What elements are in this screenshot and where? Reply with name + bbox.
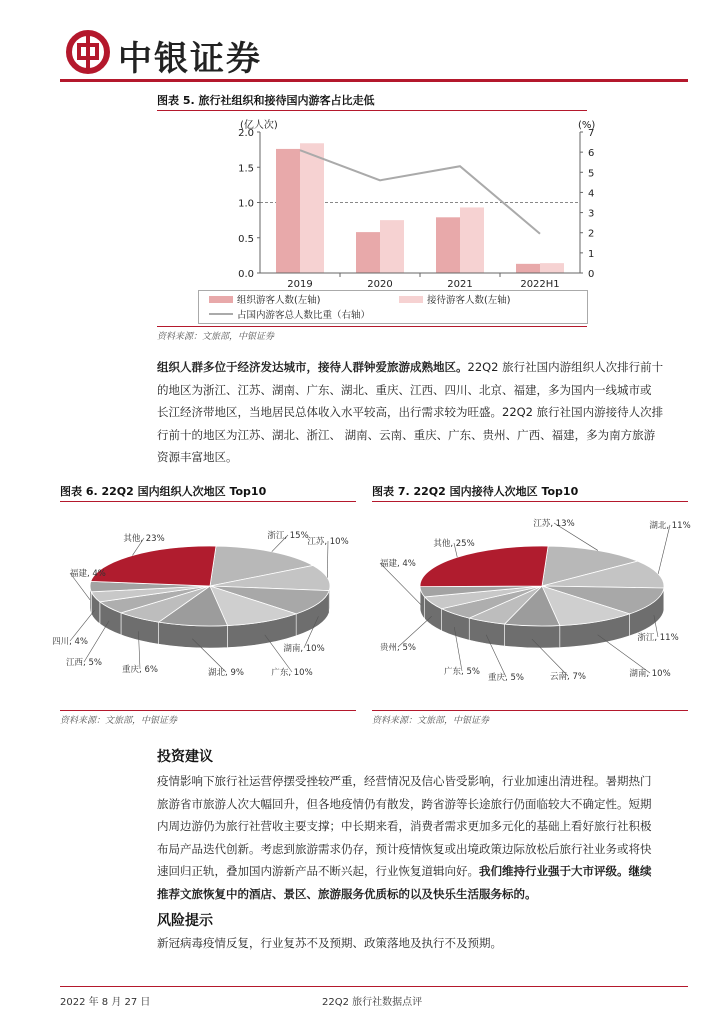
pie-slice-label: 湖北, 11% <box>649 521 691 531</box>
para1-line-5: 资源丰富地区。 <box>157 450 238 464</box>
invest-line-2: 旅游省市旅游人次大幅回升，但各地疫情仍有散发，跨省游等长途旅行仍面临较大不确定性。短期 <box>157 796 652 811</box>
pie-leader-line <box>658 525 670 574</box>
pie-slice-label: 江西, 5% <box>66 658 102 668</box>
pie-slice-label: 重庆, 6% <box>122 665 158 675</box>
para1-lead: 组织人群多位于经济发达城市，接待人群钟爱旅游成熟地区。 <box>157 360 468 374</box>
y2-tick-label: 6 <box>588 148 595 160</box>
footer-rule <box>60 986 688 987</box>
invest-line-3: 内周边游仍为旅行社营收主要支撑；中长期来看，消费者需求更加多元化的基础上看好旅行社积极 <box>157 819 652 833</box>
y2-tick-label: 4 <box>588 188 595 200</box>
pie-slice-label: 浙江, 11% <box>637 633 679 643</box>
bar-received <box>300 143 324 273</box>
fig7-title-rule <box>372 501 688 502</box>
bar-organized <box>276 149 300 273</box>
para1-line-3: 长江经济带地区，当地居民总体收入水平较高，出行需求较为旺盛。22Q2 旅行社国内游接待人次排 <box>157 405 664 419</box>
x-tick-label: 2021 <box>447 279 473 290</box>
risk-text: 新冠病毒疫情反复，行业复苏不及预期、政策落地及执行不及预期。 <box>157 936 502 950</box>
fig5-legend <box>198 290 588 324</box>
pie-slice-label: 其他, 23% <box>123 534 165 544</box>
x-tick-label: 2022H1 <box>520 279 560 290</box>
pie-slice-label: 湖北, 9% <box>208 668 244 678</box>
fig5-source: 资料来源：文旅部，中银证券 <box>157 332 275 342</box>
y2-tick-label: 2 <box>588 228 595 240</box>
legend-label-organized: 组织游客人数(左轴) <box>237 295 321 306</box>
pie-slice-side <box>505 624 560 648</box>
invest-recommendation: 推荐文旅恢复中的酒店、景区、旅游服务优质标的以及快乐生活服务标的。 <box>157 886 537 901</box>
pie-slice <box>420 546 548 587</box>
fig7-source-rule <box>372 710 688 711</box>
footer-date: 2022 年 8 月 27 日 <box>60 997 151 1008</box>
y2-tick-label: 0 <box>588 269 595 280</box>
legend-label-received: 接待游客人数(左轴) <box>427 295 511 306</box>
pie-slice-label: 湖南, 10% <box>629 669 671 679</box>
fig5-chart <box>200 114 600 294</box>
invest-line-5 <box>157 860 682 883</box>
pie-slice-label: 广东, 10% <box>271 668 313 678</box>
fig6-source-rule <box>60 710 356 711</box>
footer-title: 22Q2 旅行社数据点评 <box>322 997 423 1008</box>
y-tick-label: 0.5 <box>238 233 254 245</box>
pie-slice-label: 重庆, 5% <box>488 673 524 683</box>
y2-tick-label: 5 <box>588 168 595 180</box>
pie-slice <box>91 546 216 586</box>
invest-line-5-text: 速回归正轨，叠加国内游新产品不断兴起，行业恢复道辑向好。 <box>157 864 479 878</box>
bar-organized <box>436 217 460 273</box>
y-tick-label: 0.0 <box>238 269 254 280</box>
y-tick-label: 1.5 <box>238 163 254 175</box>
y-tick-label: 2.0 <box>238 128 254 139</box>
bar-organized <box>356 232 380 273</box>
fig6-source: 资料来源：文旅部，中银证券 <box>60 716 178 726</box>
share-line <box>300 150 540 234</box>
brand-name: 中银证券 <box>118 39 262 79</box>
fig7-pie-chart <box>372 504 691 708</box>
legend-label-share: 占国内游客总人数比重（右轴） <box>237 310 371 321</box>
bar-organized <box>516 264 540 273</box>
analysis-paragraph <box>157 356 682 469</box>
pie-slice-label: 福建, 4% <box>380 559 416 569</box>
y2-tick-label: 3 <box>588 208 595 220</box>
fig5-source-rule <box>157 326 587 327</box>
pie-slice-label: 福建, 4% <box>70 569 106 579</box>
fig6-title-rule <box>60 501 356 502</box>
y2-tick-label: 7 <box>588 128 595 139</box>
right-axis-unit: (%) <box>578 120 596 131</box>
bank-of-china-logo-icon <box>66 30 110 74</box>
fig5-title-rule <box>157 110 587 111</box>
pie-leader-line <box>380 563 421 605</box>
bar-received <box>460 207 484 273</box>
invest-rating: 我们维持行业强于大市评级。继续 <box>479 864 652 878</box>
fig6-pie-chart <box>52 504 356 708</box>
fig5-title: 图表 5. 旅行社组织和接待国内游客占比走低 <box>157 94 375 107</box>
header-rule <box>60 79 688 82</box>
x-tick-label: 2019 <box>287 279 313 290</box>
risk-heading: 风险提示 <box>157 913 213 929</box>
pie-slice-label: 江苏, 13% <box>533 519 575 529</box>
legend-swatch-organized <box>209 296 233 303</box>
invest-line-1: 疫情影响下旅行社运营停摆受挫较严重，经营情况及信心皆受影响，行业加速出清进程。暑期热门 <box>157 774 652 788</box>
invest-line-6 <box>157 883 682 906</box>
pie-slice-label: 广东, 5% <box>444 667 480 677</box>
invest-line-4: 布局产品迭代创新。考虑到旅游需求仍存，预计疫情恢复或出境政策边际放松后旅行社业务或将快 <box>157 841 652 856</box>
logo <box>66 30 110 74</box>
para1-line-1-rest: 22Q2 旅行社国内游组织人次排行前十 <box>467 360 664 374</box>
legend-line-share <box>209 313 233 315</box>
fig6-title: 图表 6. 22Q2 国内组织人次地区 Top10 <box>60 485 267 498</box>
para1-line-4: 行前十的地区为江苏、湖北、浙江、 湖南、云南、重庆、广东、贵州、广西、福建，多为南方旅游 <box>157 427 656 442</box>
x-tick-label: 2020 <box>367 279 393 290</box>
left-axis-unit: (亿人次) <box>240 120 278 131</box>
legend-swatch-received <box>399 296 423 303</box>
invest-paragraph <box>157 770 682 905</box>
bar-received <box>380 220 404 273</box>
y-tick-label: 1.0 <box>238 198 254 210</box>
pie-slice-label: 江苏, 10% <box>307 537 349 547</box>
bar-received <box>540 263 564 273</box>
pie-slice-label: 湖南, 10% <box>283 644 325 654</box>
pie-slice-label: 浙江, 15% <box>267 531 309 541</box>
fig7-source: 资料来源：文旅部，中银证券 <box>372 716 490 726</box>
pie-slice-label: 其他, 25% <box>433 539 475 549</box>
para1-line-1 <box>157 356 682 379</box>
invest-heading: 投资建议 <box>157 749 213 765</box>
fig7-title: 图表 7. 22Q2 国内接待人次地区 Top10 <box>372 485 579 498</box>
pie-slice-label: 贵州, 5% <box>380 643 416 653</box>
pie-slice-label: 云南, 7% <box>550 672 586 682</box>
para1-line-2: 的地区为浙江、江苏、湖南、广东、湖北、重庆、江西、四川、北京、福建，多为国内一线城市或 <box>157 382 652 397</box>
pie-slice-label: 四川, 4% <box>52 637 88 647</box>
y2-tick-label: 1 <box>588 248 595 260</box>
